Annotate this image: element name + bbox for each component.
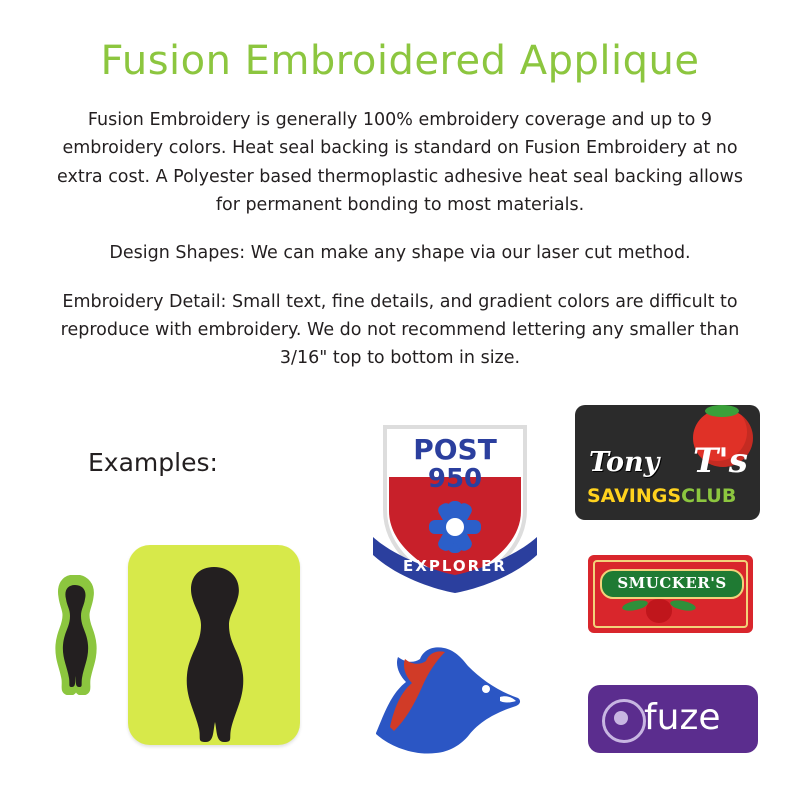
silhouette-figure-icon bbox=[128, 545, 300, 745]
fuze-logo-dot-icon bbox=[614, 711, 628, 725]
intro-paragraph: Fusion Embroidery is generally 100% embroidery coverage and up to 9 embroidery colors. Heat seal backing is standard on Fusion Embroidery at no extra cost. A Polyester based thermoplastic adhesive heat seal backing allows for permanent bonding to most materials. bbox=[57, 110, 743, 216]
fuze-text: fuze bbox=[644, 697, 721, 738]
examples-gallery bbox=[0, 390, 800, 800]
fuze-patch bbox=[588, 685, 758, 753]
tony-brand-text: Tony bbox=[589, 447, 660, 478]
shield-number-text: 950 bbox=[427, 464, 483, 494]
horse-mascot-patch bbox=[350, 635, 540, 765]
page-title: Fusion Embroidered Applique bbox=[100, 38, 700, 84]
examples-label: Examples: bbox=[88, 448, 218, 477]
tomato-leaf-icon bbox=[705, 405, 739, 417]
tony-ts-savings-club-patch bbox=[575, 405, 760, 520]
shield-explorer-text: EXPLORER bbox=[403, 557, 507, 575]
smuckers-patch bbox=[588, 555, 753, 633]
tony-t-text: T's bbox=[693, 441, 748, 481]
tony-savings-text bbox=[587, 485, 736, 507]
shield-post-text: POST bbox=[413, 433, 497, 466]
embroidery-detail-paragraph: Embroidery Detail: Small text, fine details, and gradient colors are difficult to reproduce with embroidery. We do not recommend lettering any smaller than 3/16" top to bottom in size. bbox=[60, 291, 740, 369]
design-shapes-paragraph: Design Shapes: We can make any shape via our laser cut method. bbox=[109, 243, 691, 264]
strawberry-icon bbox=[646, 599, 672, 623]
club-word: CLUB bbox=[681, 485, 737, 507]
savings-word: SAVINGS bbox=[587, 485, 682, 507]
post-950-explorer-shield-patch bbox=[355, 415, 555, 605]
green-man-small-patch bbox=[45, 575, 107, 695]
smuckers-banner bbox=[600, 569, 744, 599]
green-square-patch bbox=[128, 545, 300, 745]
smuckers-text: SMUCKER'S bbox=[617, 574, 727, 592]
